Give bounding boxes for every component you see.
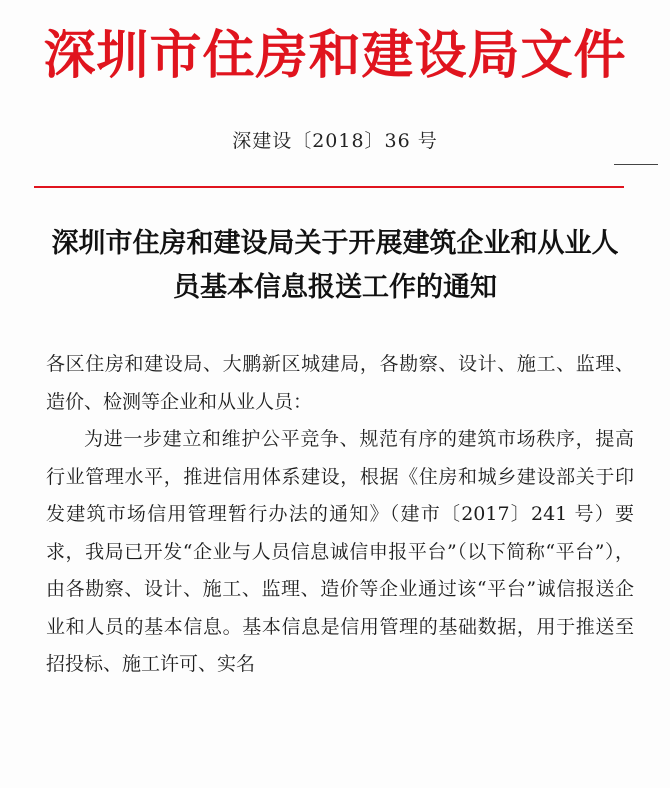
salutation: 各区住房和建设局、大鹏新区城建局，各勘察、设计、施工、监理、造价、检测等企业和从业人员： [46,353,634,413]
document-masthead: 深圳市住房和建设局文件 [43,26,627,86]
red-divider-line [34,186,624,188]
margin-mark [614,164,658,165]
notice-title: 深圳市住房和建设局关于开展建筑企业和从业人员基本信息报送工作的通知 [51,228,619,303]
document-number: 深建设〔2018〕36 号 [232,130,438,152]
notice-body [46,346,634,684]
body-paragraph: 为进一步建立和维护公平竞争、规范有序的建筑市场秩序，提高行业管理水平，推进信用体系建设，根据《住房和城乡建设部关于印发建筑市场信用管理暂行办法的通知》（建市〔2017〕241 号）要求，我局已开发“企业与人员信息诚信申报平台”（以下简称“平台”），由各勘察、设计、施工、监理、造价等企业通过该“平台”诚信报送企业和人员的基本信息。基本信息是信用管理的基础数据，用于推送至招投标、施工许可、实名 [46,428,634,675]
